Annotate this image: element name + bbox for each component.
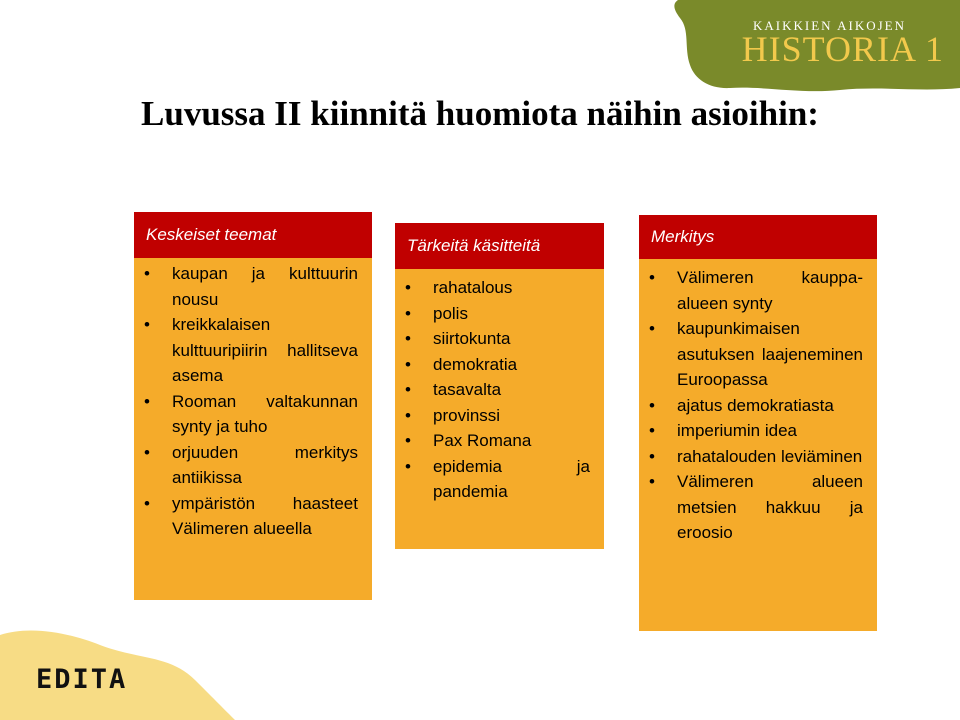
publisher-logo: EDITA <box>36 664 128 695</box>
box-header: Merkitys <box>639 215 877 259</box>
box-header: Keskeiset teemat <box>134 212 372 258</box>
list-item: • provinssi <box>395 403 604 429</box>
list-item: • Välimeren alueen metsien hakkuu ja eroosio <box>639 469 877 546</box>
list-item: • kreikkalaisen kulttuuripiirin hallitseva asema <box>134 312 372 389</box>
list-item: • ajatus demokratiasta <box>639 393 877 419</box>
box-key-concepts <box>395 223 604 549</box>
list-item: • siirtokunta <box>395 326 604 352</box>
list-item: • ympäristön haasteet Välimeren alueella <box>134 491 372 542</box>
list-item: • polis <box>395 301 604 327</box>
box-key-themes <box>134 212 372 600</box>
slide-title: Luvussa II kiinnitä huomiota näihin asioihin: <box>141 94 819 133</box>
list-item: • orjuuden merkitys antiikissa <box>134 440 372 491</box>
brand-title: HISTORIA 1 <box>741 29 944 69</box>
list-item: • tasavalta <box>395 377 604 403</box>
list-item: • epidemia ja pandemia <box>395 454 604 505</box>
list-item: • Rooman valtakunnan synty ja tuho <box>134 389 372 440</box>
bullet-list <box>395 275 604 505</box>
list-item: • rahatalous <box>395 275 604 301</box>
list-item: • demokratia <box>395 352 604 378</box>
bullet-list <box>134 261 372 542</box>
bullet-list <box>639 265 877 546</box>
box-header: Tärkeitä käsitteitä <box>395 223 604 269</box>
list-item: • kaupunkimaisen asutuksen laajeneminen Euroopassa <box>639 316 877 393</box>
list-item: • kaupan ja kulttuurin nousu <box>134 261 372 312</box>
list-item: • rahatalouden leviäminen <box>639 444 877 470</box>
list-item: • Välimeren kauppa-alueen synty <box>639 265 877 316</box>
box-significance <box>639 215 877 631</box>
list-item: • Pax Romana <box>395 428 604 454</box>
brand-subtitle: KAIKKIEN AIKOJEN <box>753 18 906 33</box>
list-item: • imperiumin idea <box>639 418 877 444</box>
